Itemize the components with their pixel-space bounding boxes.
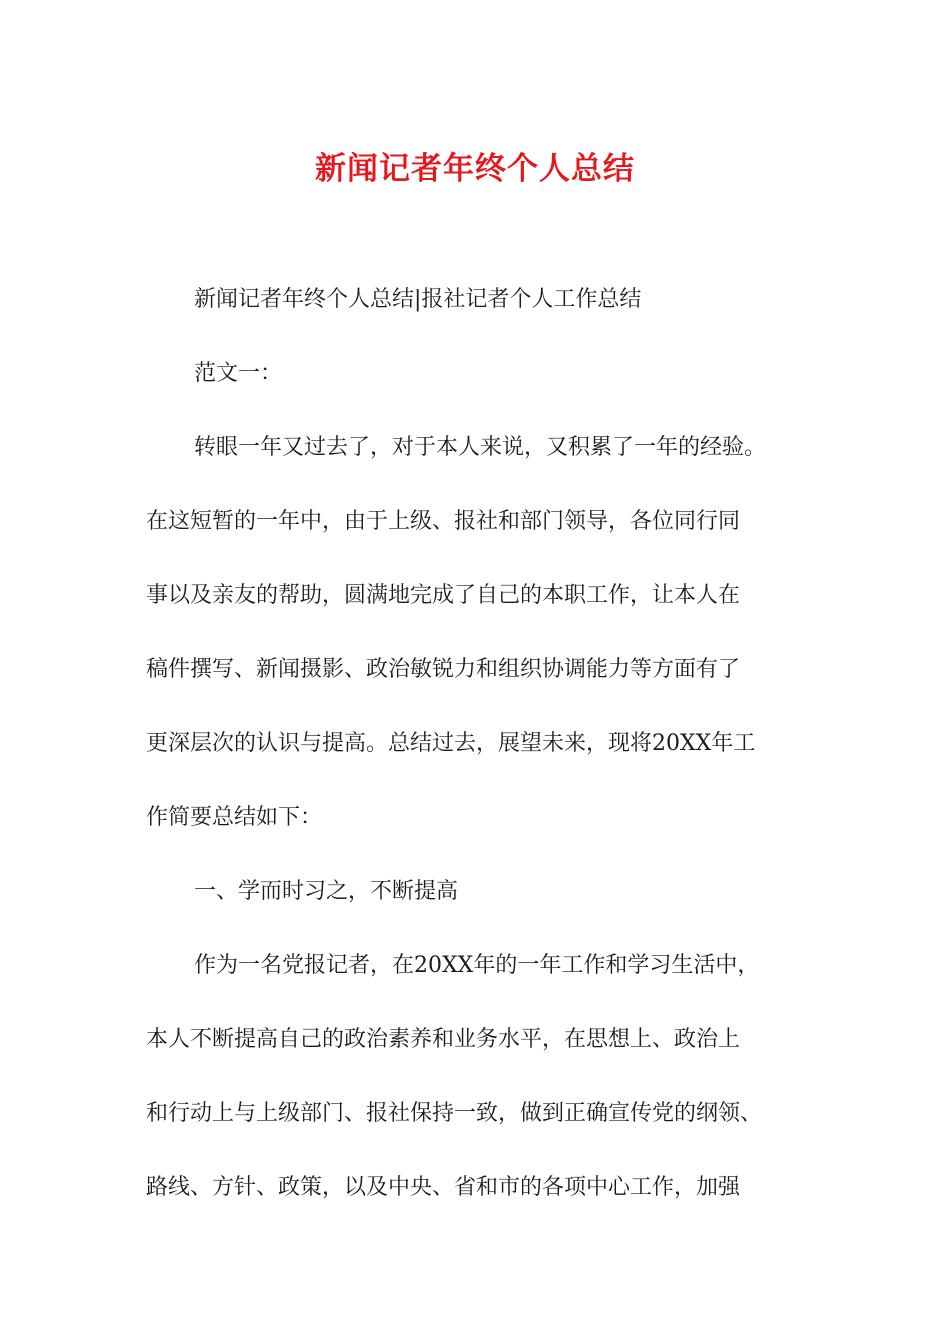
paragraph-line: 本人不断提高自己的政治素养和业务水平，在思想上、政治上 — [146, 1027, 741, 1052]
paragraph-line: 更深层次的认识与提高。总结过去，展望未来，现将20XX年工 — [146, 731, 756, 756]
paragraph-line: 转眼一年又过去了，对于本人来说，又积累了一年的经验。 — [194, 435, 767, 460]
paragraph-line: 作简要总结如下： — [146, 805, 323, 830]
paragraph-line: 作为一名党报记者，在20XX年的一年工作和学习生活中， — [194, 953, 760, 978]
document-body — [146, 263, 814, 1225]
section-heading: 一、学而时习之，不断提高 — [194, 879, 459, 904]
paragraph-subtitle: 新闻记者年终个人总结|报社记者个人工作总结 — [194, 287, 642, 312]
paragraph-line: 稿件撰写、新闻摄影、政治敏锐力和组织协调能力等方面有了 — [146, 657, 741, 682]
document-title: 新闻记者年终个人总结 — [315, 151, 635, 187]
paragraph-line: 和行动上与上级部门、报社保持一致，做到正确宣传党的纲领、 — [146, 1101, 763, 1126]
paragraph-line: 在这短暂的一年中，由于上级、报社和部门领导，各位同行同 — [146, 509, 741, 534]
paragraph-line: 事以及亲友的帮助，圆满地完成了自己的本职工作，让本人在 — [146, 583, 741, 608]
paragraph-line: 路线、方针、政策，以及中央、省和市的各项中心工作，加强 — [146, 1175, 741, 1200]
paragraph-sample-label: 范文一： — [194, 361, 283, 386]
